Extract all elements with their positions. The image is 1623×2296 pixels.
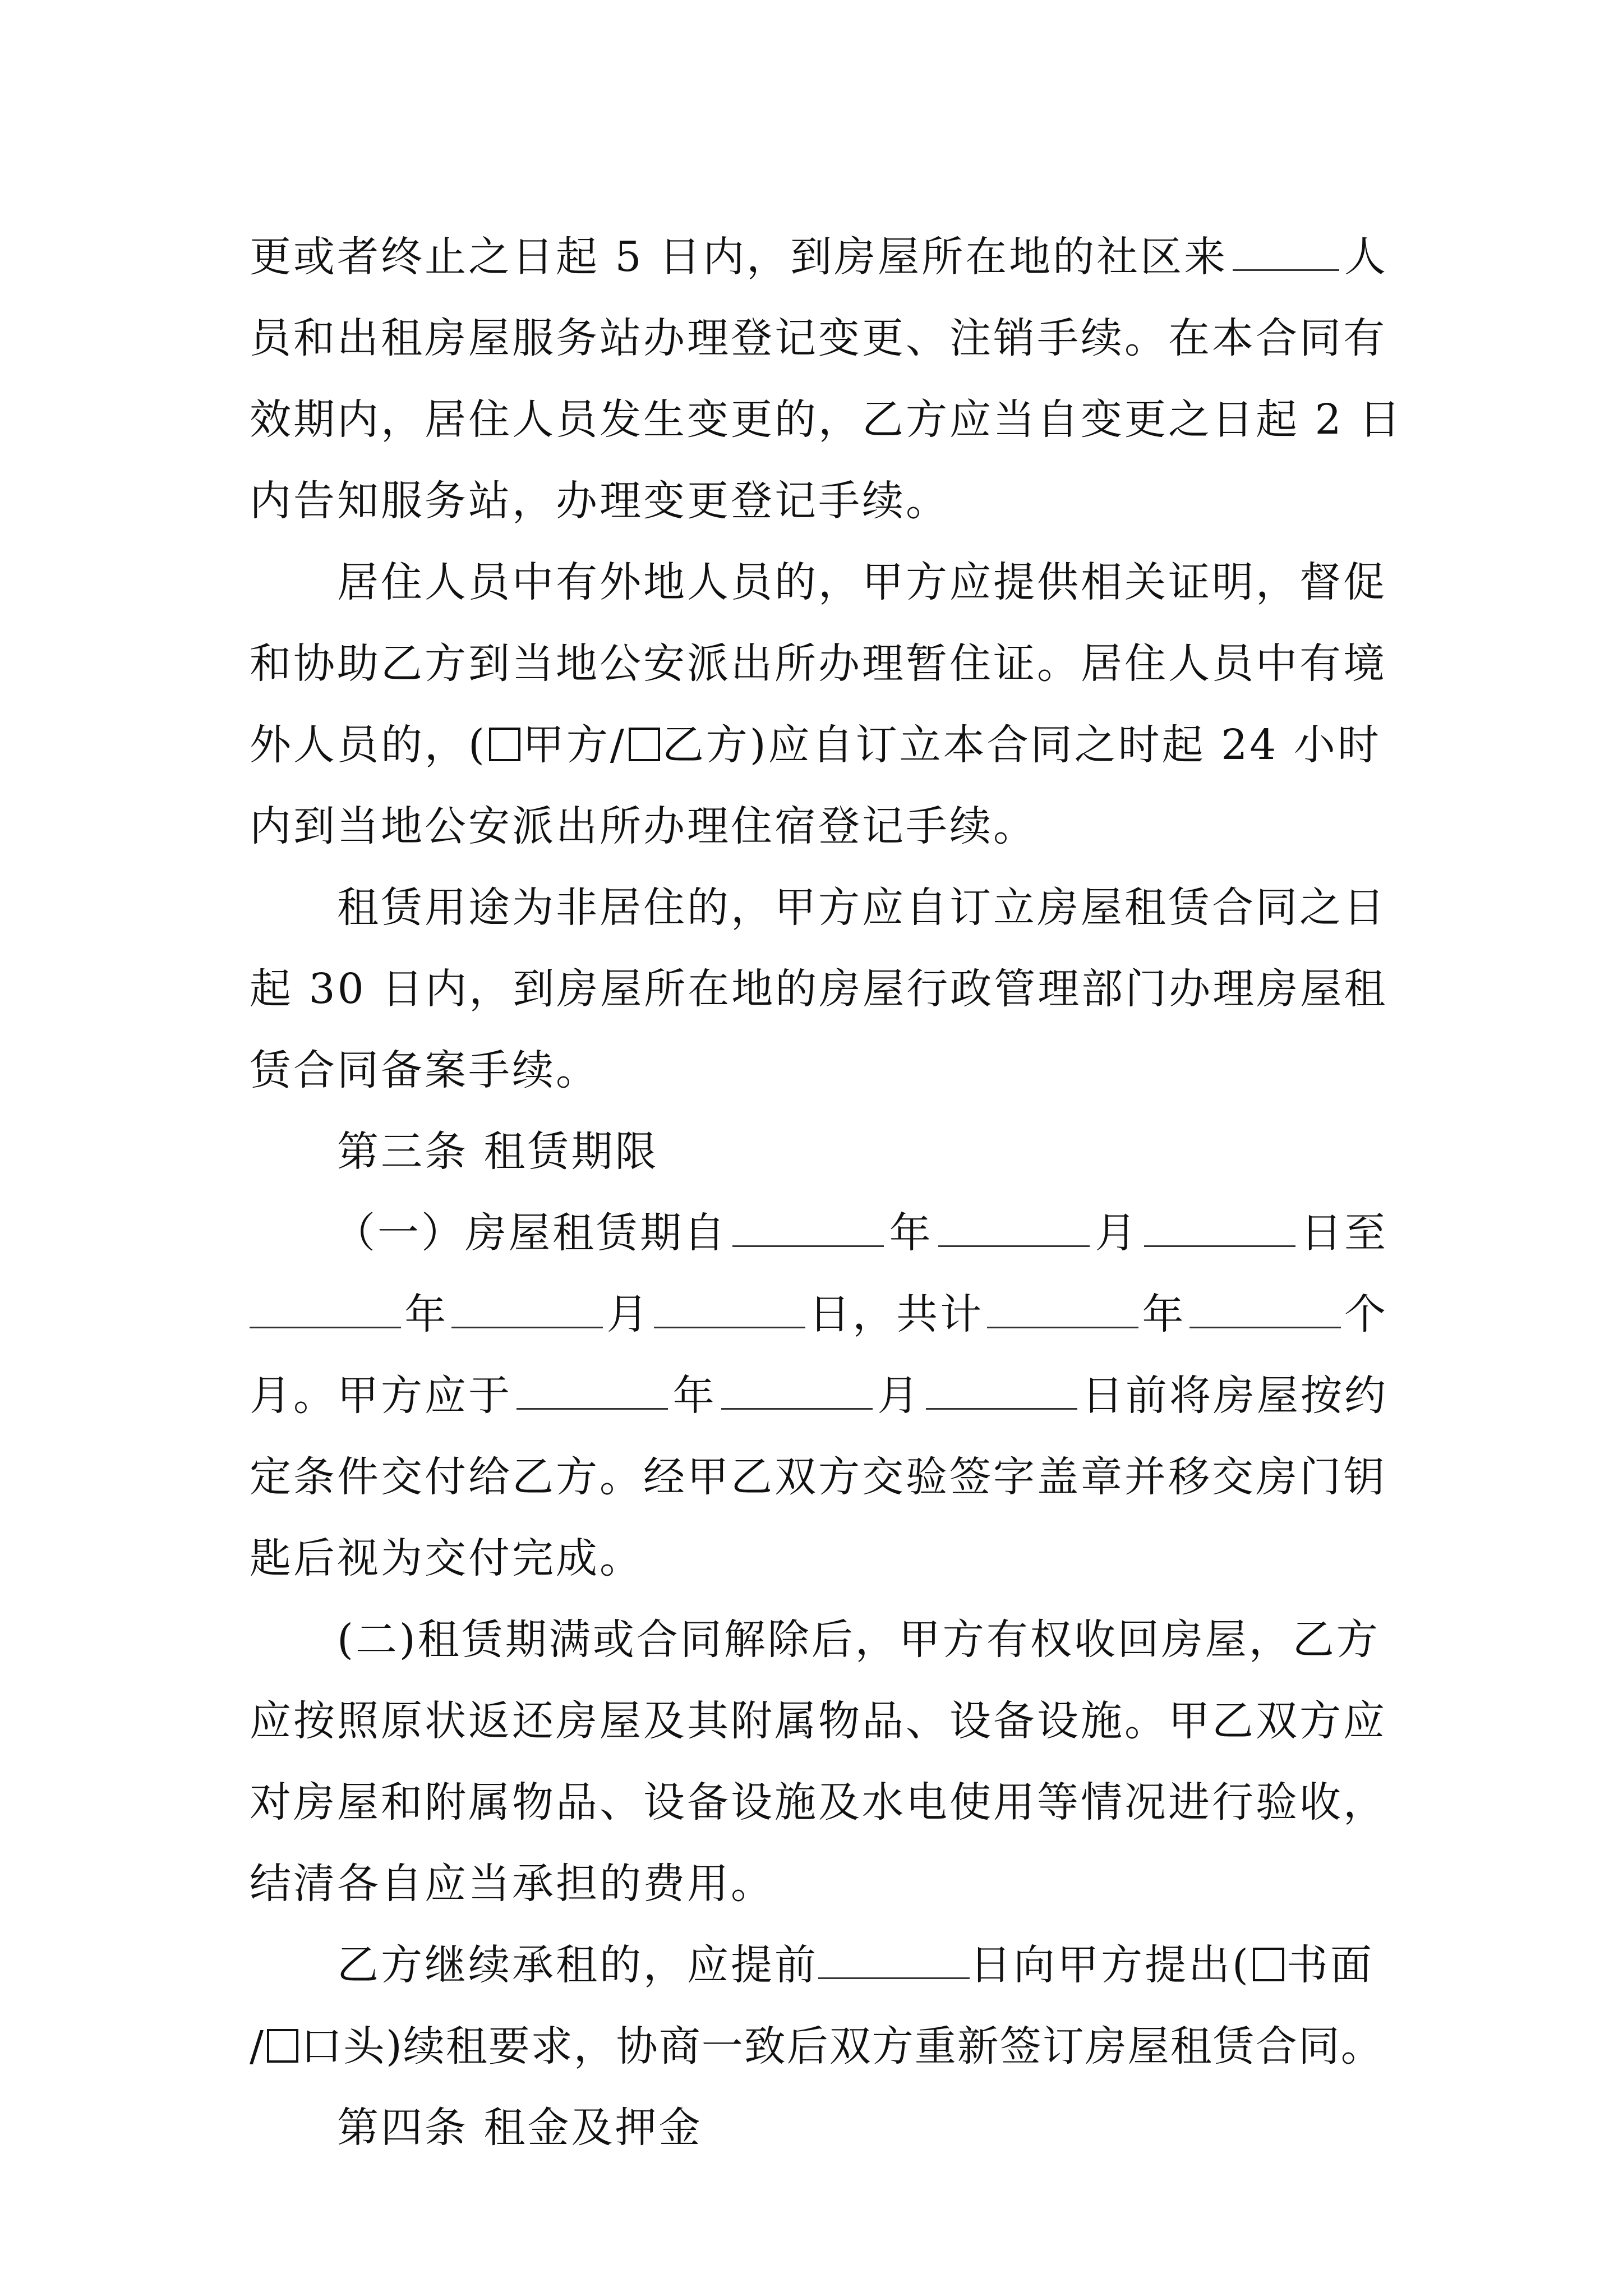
text-segment: / (250, 2022, 265, 2070)
text-line: 居住人员中有外地人员的，甲方应提供相关证明，督促 (337, 558, 1387, 606)
fill-blank[interactable] (926, 1374, 1077, 1410)
text-line: 和协助乙方到当地公安派出所办理暂住证。居住人员中有境 (250, 639, 1387, 688)
fill-blank[interactable] (654, 1293, 805, 1328)
text-line (250, 2006, 1388, 2087)
text-line (250, 1193, 1388, 1274)
fill-blank[interactable] (250, 1293, 401, 1328)
text-segment: 个 (1344, 1290, 1388, 1338)
text-segment: 月 (877, 1372, 921, 1420)
text-line (250, 1274, 1388, 1355)
text-line (250, 217, 1388, 298)
fill-blank[interactable] (721, 1374, 873, 1410)
text-segment: 更或者终止之日起 5 日内，到房屋所在地的社区来 (250, 233, 1228, 281)
text-line: 赁合同备案手续。 (250, 1046, 600, 1094)
checkbox-written[interactable] (1253, 1948, 1284, 1981)
fill-blank[interactable] (1144, 1212, 1295, 1247)
fill-blank[interactable] (1189, 1293, 1341, 1328)
text-line: 应按照原状返还房屋及其附属物品、设备设施。甲乙双方应 (250, 1697, 1387, 1745)
text-segment: 年 (1142, 1290, 1186, 1338)
text-segment: 甲方/ (522, 721, 626, 769)
text-segment: 日至 (1300, 1209, 1388, 1257)
fill-blank[interactable] (451, 1293, 603, 1328)
text-line: 租赁用途为非居住的，甲方应自订立房屋租赁合同之日 (337, 884, 1387, 932)
fill-blank[interactable] (1233, 236, 1339, 271)
text-segment: 月。甲方应于 (250, 1372, 512, 1420)
text-line: 内告知服务站，办理变更登记手续。 (250, 477, 949, 525)
text-line: 员和出租房屋服务站办理登记变更、注销手续。在本合同有 (250, 314, 1387, 362)
text-line (250, 1355, 1388, 1437)
text-line: 对房屋和附属物品、设备设施及水电使用等情况进行验收， (250, 1778, 1387, 1826)
text-line: 定条件交付给乙方。经甲乙双方交验签字盖章并移交房门钥 (250, 1453, 1387, 1501)
text-segment: （一）房屋租赁期自 (334, 1209, 727, 1257)
text-segment: 外人员的，( (250, 721, 487, 769)
text-segment: 年 (404, 1290, 449, 1338)
text-segment: 乙方继续承租的，应提前 (337, 1941, 818, 1989)
checkbox-oral[interactable] (267, 2029, 298, 2063)
text-segment: 乙方)应自订立本合同之时起 24 小时 (662, 721, 1381, 769)
text-line: 结清各自应当承担的费用。 (250, 1860, 774, 1908)
checkbox-party-a[interactable] (489, 728, 520, 761)
text-segment: 日前将房屋按约 (1081, 1372, 1388, 1420)
text-segment: 月 (1095, 1209, 1139, 1257)
text-line: (二)租赁期满或合同解除后，甲方有权收回房屋，乙方 (337, 1616, 1380, 1664)
text-line: 起 30 日内，到房屋所在地的房屋行政管理部门办理房屋租 (250, 965, 1388, 1013)
text-line (250, 1925, 1388, 2006)
text-segment: 月 (606, 1290, 651, 1338)
text-line: 匙后视为交付完成。 (250, 1534, 643, 1582)
contract-text (250, 217, 1403, 2169)
checkbox-party-b[interactable] (629, 728, 660, 761)
fill-blank[interactable] (732, 1212, 884, 1247)
text-segment: 日向甲方提出( (970, 1941, 1251, 1989)
fill-blank[interactable] (517, 1374, 668, 1410)
fill-blank[interactable] (987, 1293, 1138, 1328)
section-heading: 第三条 租赁期限 (337, 1128, 659, 1176)
text-segment: 年 (672, 1372, 717, 1420)
text-segment: 年 (889, 1209, 933, 1257)
text-segment: 日，共计 (809, 1290, 984, 1338)
text-segment: 书面 (1286, 1941, 1374, 1989)
text-line (250, 705, 1388, 786)
text-line: 效期内，居住人员发生变更的，乙方应当自变更之日起 2 日 (250, 395, 1403, 444)
section-heading: 第四条 租金及押金 (337, 2104, 703, 2152)
text-line: 内到当地公安派出所办理住宿登记手续。 (250, 802, 1037, 850)
fill-blank[interactable] (938, 1212, 1090, 1247)
fill-blank[interactable] (818, 1944, 970, 1979)
text-segment: 人 (1344, 233, 1388, 281)
text-segment: 口头)续租要求，协商一致后双方重新签订房屋租赁合同。 (300, 2022, 1384, 2070)
